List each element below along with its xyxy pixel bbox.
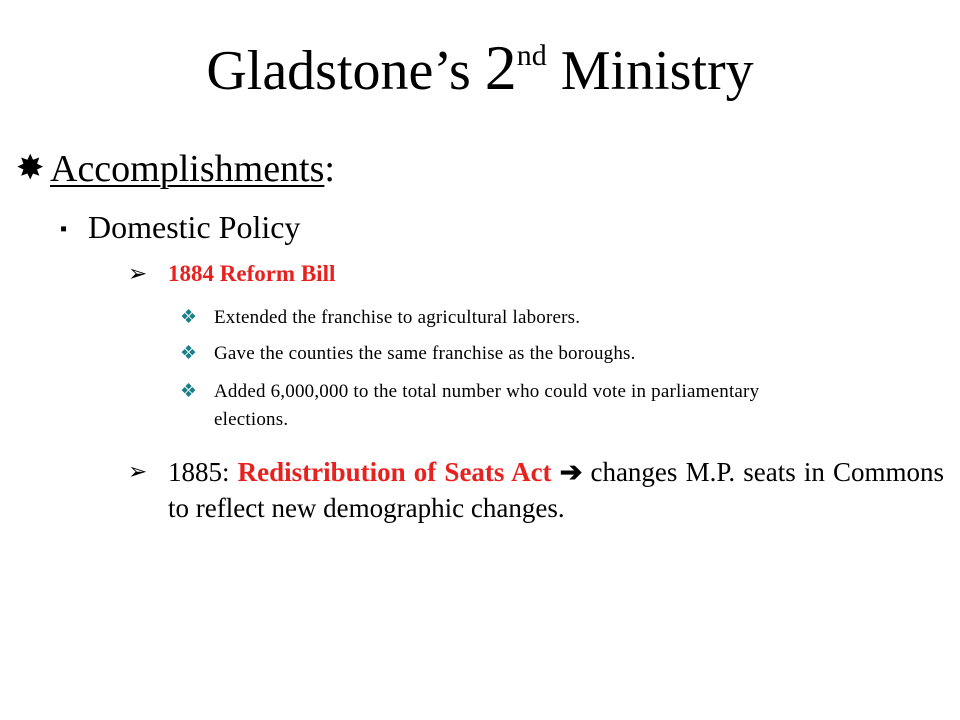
reform-bill-item (128, 259, 335, 289)
domestic-policy-item (60, 205, 300, 249)
redistribution-item (128, 454, 944, 526)
accomplishments-label: Accomplishments (50, 148, 325, 190)
square-bullet-icon: ▪ (60, 218, 68, 240)
domestic-policy-label: Domestic Policy (88, 209, 301, 245)
arrow-bullet-icon: ➢ (128, 261, 148, 286)
diamond-bullet-icon: ❖ (180, 307, 198, 328)
redistribution-description: changes M.P. seats in Commons to reflect new demographic changes. (168, 457, 945, 523)
reform-point (180, 378, 834, 434)
reform-bill-label: 1884 Reform Bill (168, 261, 336, 286)
redistribution-year: 1885: (168, 457, 238, 487)
reform-point-text: Gave the counties the same franchise as the boroughs. (214, 343, 636, 364)
accomplishments-colon: : (324, 148, 335, 190)
star-bullet-icon: ✸ (16, 150, 45, 187)
diamond-bullet-icon: ❖ (180, 381, 198, 402)
right-arrow-icon: ➔ (551, 457, 591, 487)
accomplishments-heading (16, 144, 335, 194)
reform-point-text: Extended the franchise to agricultural laborers. (214, 307, 581, 328)
redistribution-text (168, 454, 944, 526)
title-ordinal-suffix: nd (516, 39, 547, 72)
reform-point-text: Added 6,000,000 to the total number who could vote in parliamentary elections. (214, 381, 760, 430)
diamond-bullet-icon: ❖ (180, 343, 198, 364)
arrow-bullet-icon: ➢ (128, 459, 148, 484)
title-rest: Ministry (546, 40, 754, 102)
redistribution-act-name: Redistribution of Seats Act (237, 457, 552, 487)
reform-point (180, 340, 834, 368)
reform-point (180, 304, 834, 332)
title-prefix: Gladstone’s (206, 40, 485, 102)
slide-title (0, 28, 960, 111)
title-number: 2 (484, 32, 517, 103)
